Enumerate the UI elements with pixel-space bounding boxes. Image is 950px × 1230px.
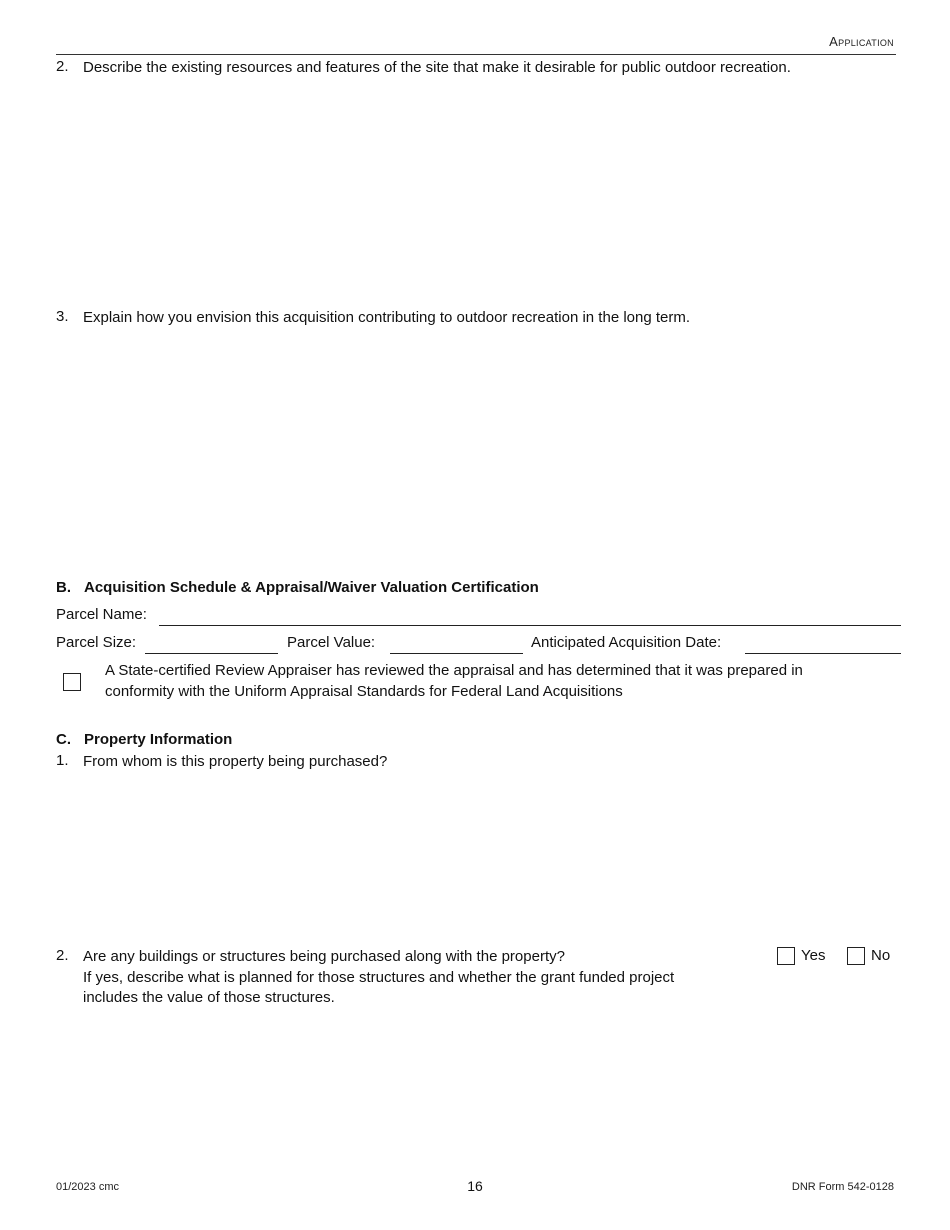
property-question-1-answer-area[interactable]	[83, 776, 895, 936]
property-question-1-text: From whom is this property being purchased?	[83, 753, 388, 770]
property-question-2-line-2: If yes, describe what is planned for those structures and whether the grant funded project	[83, 969, 675, 986]
property-question-2-line-1: Are any buildings or structures being purchased along with the property?	[83, 948, 565, 965]
appraisal-certification-checkbox[interactable]	[63, 673, 81, 691]
section-c-title: Property Information	[84, 731, 233, 748]
certification-text-line-1: A State-certified Review Appraiser has reviewed the appraisal and has determined that it was prepared in	[105, 662, 803, 679]
parcel-size-label: Parcel Size:	[56, 634, 137, 651]
property-question-2-line-3: includes the value of those structures.	[83, 989, 335, 1006]
question-2-answer-area[interactable]	[83, 84, 895, 294]
question-3-text: Explain how you envision this acquisition contributing to outdoor recreation in the long term.	[83, 309, 691, 326]
header-divider	[56, 54, 896, 55]
acquisition-date-label: Anticipated Acquisition Date:	[531, 634, 722, 651]
question-2-number: 2.	[56, 58, 69, 75]
certification-text-line-2: conformity with the Uniform Appraisal Standards for Federal Land Acquisitions	[105, 683, 623, 700]
section-b-title: Acquisition Schedule & Appraisal/Waiver Valuation Certification	[84, 579, 539, 596]
question-3-number: 3.	[56, 308, 69, 325]
parcel-value-field[interactable]	[390, 653, 523, 654]
parcel-name-field[interactable]	[159, 625, 901, 626]
structures-yes-checkbox[interactable]	[777, 947, 795, 965]
footer-revision: 01/2023 cmc	[56, 1181, 119, 1193]
structures-no-checkbox[interactable]	[847, 947, 865, 965]
page-header-title: Application	[829, 34, 894, 49]
parcel-size-field[interactable]	[145, 653, 278, 654]
section-b-letter: B.	[56, 579, 71, 596]
footer-form-number: DNR Form 542-0128	[791, 1181, 894, 1193]
question-2-text: Describe the existing resources and features of the site that make it desirable for public outdoor recreation.	[83, 59, 791, 76]
parcel-name-label: Parcel Name:	[56, 606, 147, 623]
property-question-1-number: 1.	[56, 752, 69, 769]
property-question-2-answer-area[interactable]	[83, 1012, 895, 1162]
parcel-value-label: Parcel Value:	[287, 634, 376, 651]
acquisition-date-field[interactable]	[745, 653, 901, 654]
page-number: 16	[467, 1178, 483, 1194]
property-question-2-number: 2.	[56, 947, 69, 964]
structures-yes-label: Yes	[801, 947, 826, 964]
section-c-letter: C.	[56, 731, 71, 748]
question-3-answer-area[interactable]	[83, 334, 895, 564]
structures-no-label: No	[871, 947, 891, 964]
